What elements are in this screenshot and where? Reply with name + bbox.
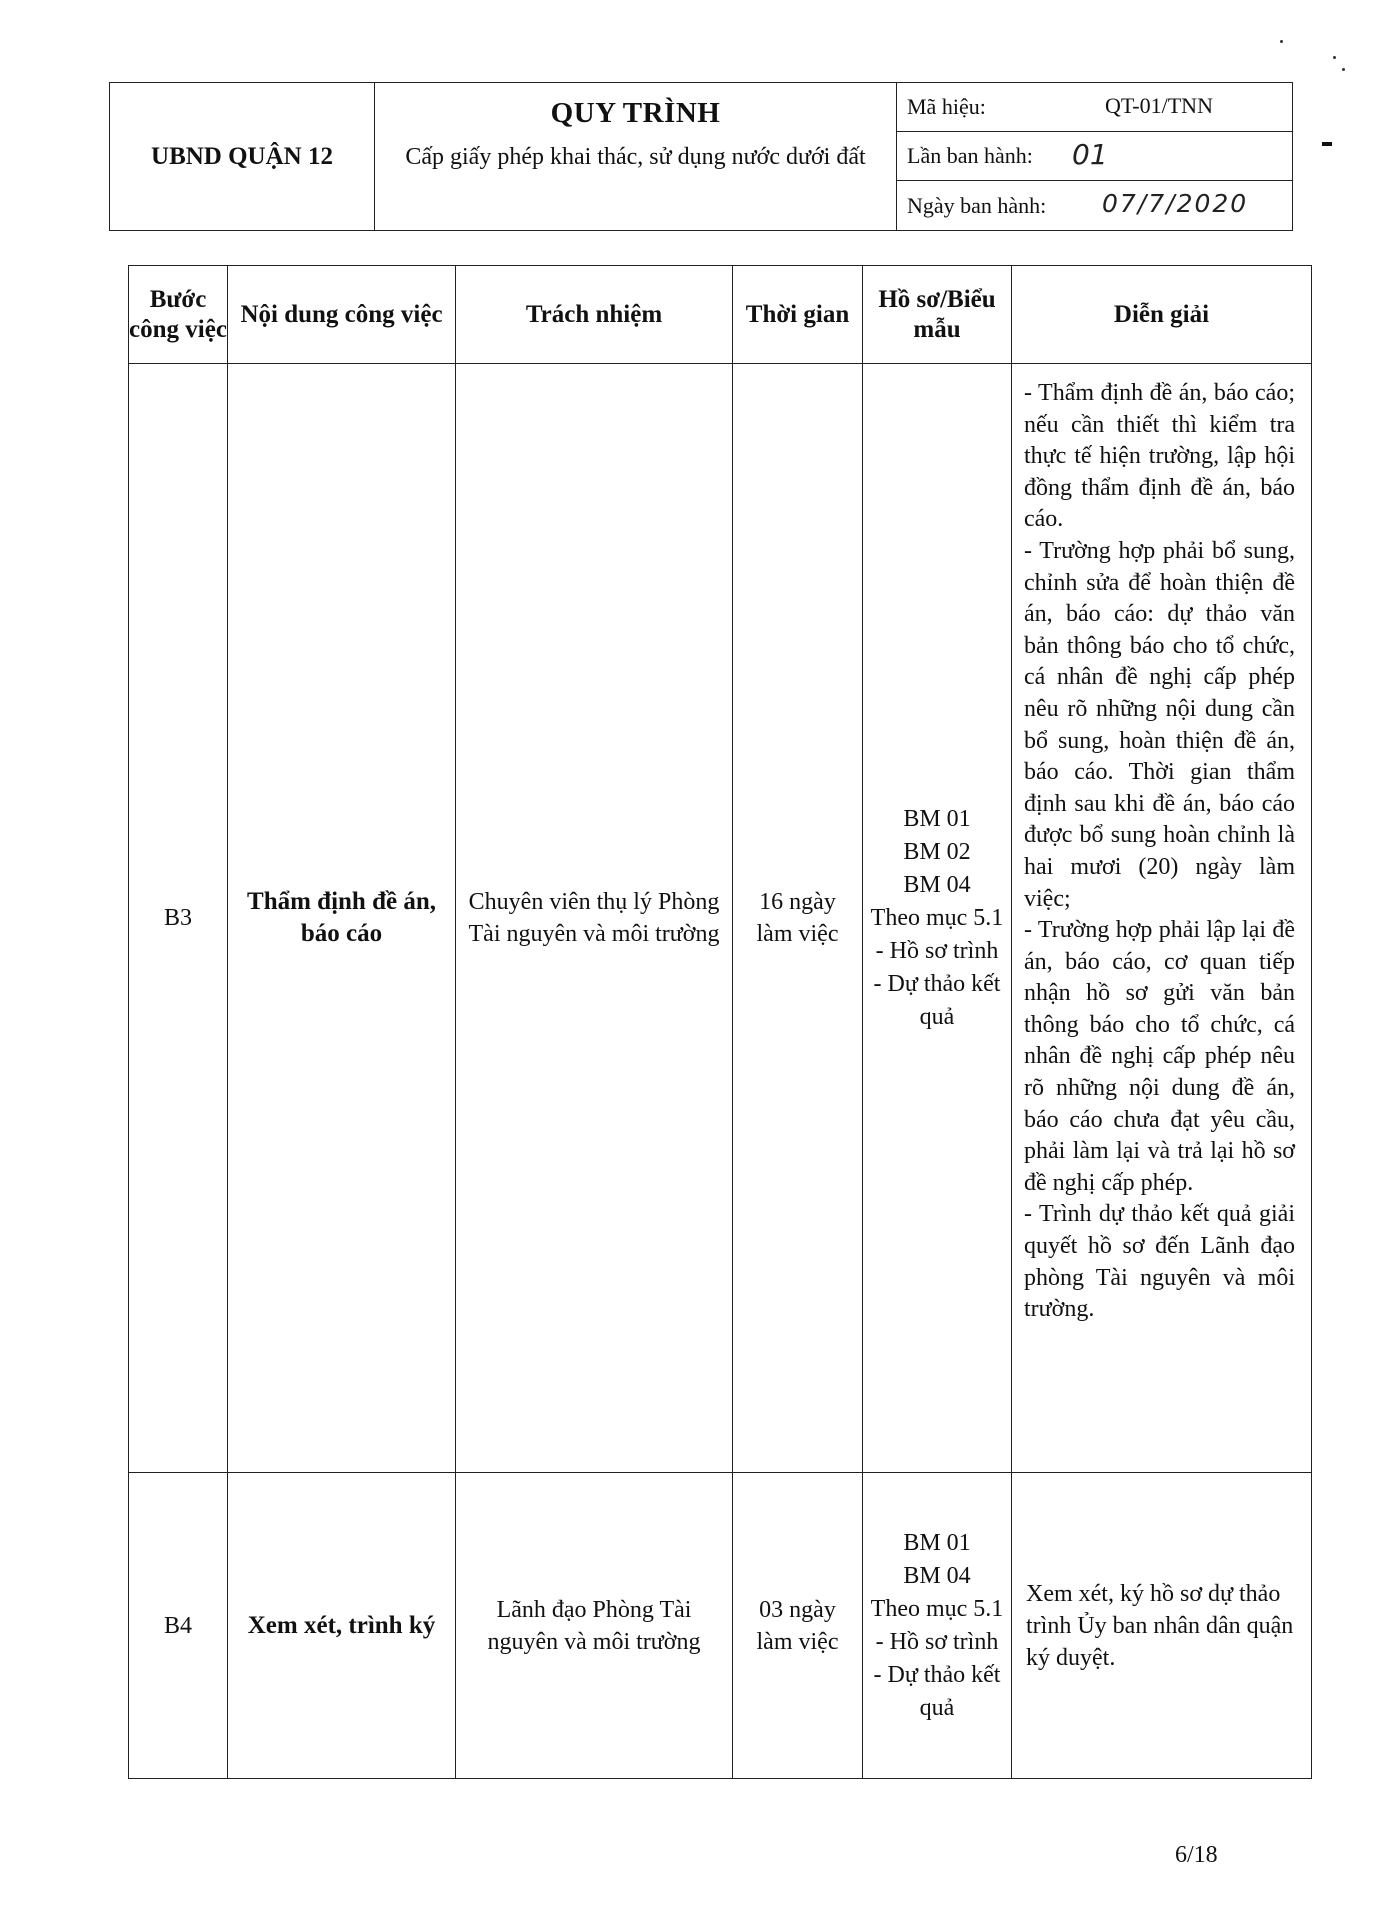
form-item: - Dự thảo kết quả xyxy=(873,970,1001,1030)
form-item: Theo mục 5.1 xyxy=(870,1595,1004,1622)
form-item: - Dự thảo kết quả xyxy=(873,1661,1001,1721)
table-row xyxy=(129,1473,1312,1779)
table-header-row xyxy=(129,266,1312,364)
responsible-cell: Chuyên viên thụ lý Phòng Tài nguyên và môi trường xyxy=(456,364,733,1473)
col-header-step: Bước công việc xyxy=(129,266,228,364)
document-header xyxy=(109,82,1293,231)
description-paragraph: - Trường hợp phải lập lại đề án, báo cáo, cơ quan tiếp nhận hồ sơ gửi văn bản thông báo cho tổ chức, cá nhân đề nghị cấp phép nêu rõ những nội dung đề án, báo cáo chưa đạt yêu cầu, phải làm lại và trả lại hồ sơ đề nghị cấp phép. xyxy=(1024,917,1295,1196)
form-item: BM 02 xyxy=(903,838,971,865)
doc-subject: Cấp giấy phép khai thác, sử dụng nước dưới đất xyxy=(405,144,866,170)
col-header-responsible: Trách nhiệm xyxy=(456,266,733,364)
description-paragraph: Xem xét, ký hồ sơ dự thảo trình Ủy ban nhân dân quận ký duyệt. xyxy=(1026,1580,1294,1671)
content-cell: Xem xét, trình ký xyxy=(228,1473,456,1779)
description-paragraph: - Trường hợp phải bổ sung, chỉnh sửa để hoàn thiện đề án, báo cáo: dự thảo văn bản thông báo cho tổ chức, cá nhân đề nghị cấp phép nêu rõ những nội dung cần bổ sung, hoàn thiện đề án, báo cáo. Thời gian thẩm định sau khi đề án, báo cáo được bổ sung hoàn chỉnh là hai mươi (20) ngày làm việc; xyxy=(1024,537,1295,912)
form-item: - Hồ sơ trình xyxy=(875,1628,999,1655)
responsible-cell: Lãnh đạo Phòng Tài nguyên và môi trường xyxy=(456,1473,733,1779)
process-table xyxy=(128,265,1312,1779)
code-row xyxy=(897,83,1293,132)
table-row xyxy=(129,364,1312,1473)
issue-date-label: Ngày ban hành: xyxy=(907,192,1047,218)
description-cell xyxy=(1012,364,1312,1473)
form-item: - Hồ sơ trình xyxy=(875,937,999,964)
issue-date-row xyxy=(897,181,1293,231)
forms-cell xyxy=(863,1473,1012,1779)
doc-title-cell xyxy=(375,83,897,231)
content-cell: Thẩm định đề án, báo cáo xyxy=(228,364,456,1473)
step-cell: B3 xyxy=(129,364,228,1473)
description-paragraph: - Thẩm định đề án, báo cáo; nếu cần thiết thì kiểm tra thực tế hiện trường, lập hội đồng thẩm định đề án, báo cáo. xyxy=(1024,380,1295,533)
issue-no-value: 01 xyxy=(1072,138,1108,171)
issue-no-label: Lần ban hành: xyxy=(907,143,1033,168)
form-item: BM 01 xyxy=(903,805,971,832)
doc-type: QUY TRÌNH xyxy=(550,97,721,129)
form-item: BM 04 xyxy=(903,871,971,898)
form-item: BM 01 xyxy=(903,1529,971,1556)
col-header-description: Diễn giải xyxy=(1012,266,1312,364)
forms-cell xyxy=(863,364,1012,1473)
col-header-content: Nội dung công việc xyxy=(228,266,456,364)
code-label: Mã hiệu: xyxy=(907,94,986,119)
form-item: BM 04 xyxy=(903,1562,971,1589)
time-cell: 16 ngày làm việc xyxy=(733,364,863,1473)
issue-no-row xyxy=(897,132,1293,181)
step-cell: B4 xyxy=(129,1473,228,1779)
col-header-forms: Hồ sơ/Biểu mẫu xyxy=(863,266,1012,364)
scan-mark xyxy=(1322,142,1332,146)
scan-speck xyxy=(1280,40,1283,43)
description-cell xyxy=(1012,1473,1312,1779)
code-value: QT-01/TNN xyxy=(1105,93,1213,118)
page-number: 6/18 xyxy=(1175,1842,1218,1868)
time-cell: 03 ngày làm việc xyxy=(733,1473,863,1779)
description-paragraph: - Trình dự thảo kết quả giải quyết hồ sơ đến Lãnh đạo phòng Tài nguyên và môi trường. xyxy=(1024,1201,1295,1323)
issue-date-value: 07/7/2020 xyxy=(1102,189,1249,218)
col-header-time: Thời gian xyxy=(733,266,863,364)
form-item: Theo mục 5.1 xyxy=(870,904,1004,931)
org-name: UBND QUẬN 12 xyxy=(110,83,375,231)
scan-speck xyxy=(1342,68,1345,71)
scan-speck xyxy=(1333,56,1336,59)
